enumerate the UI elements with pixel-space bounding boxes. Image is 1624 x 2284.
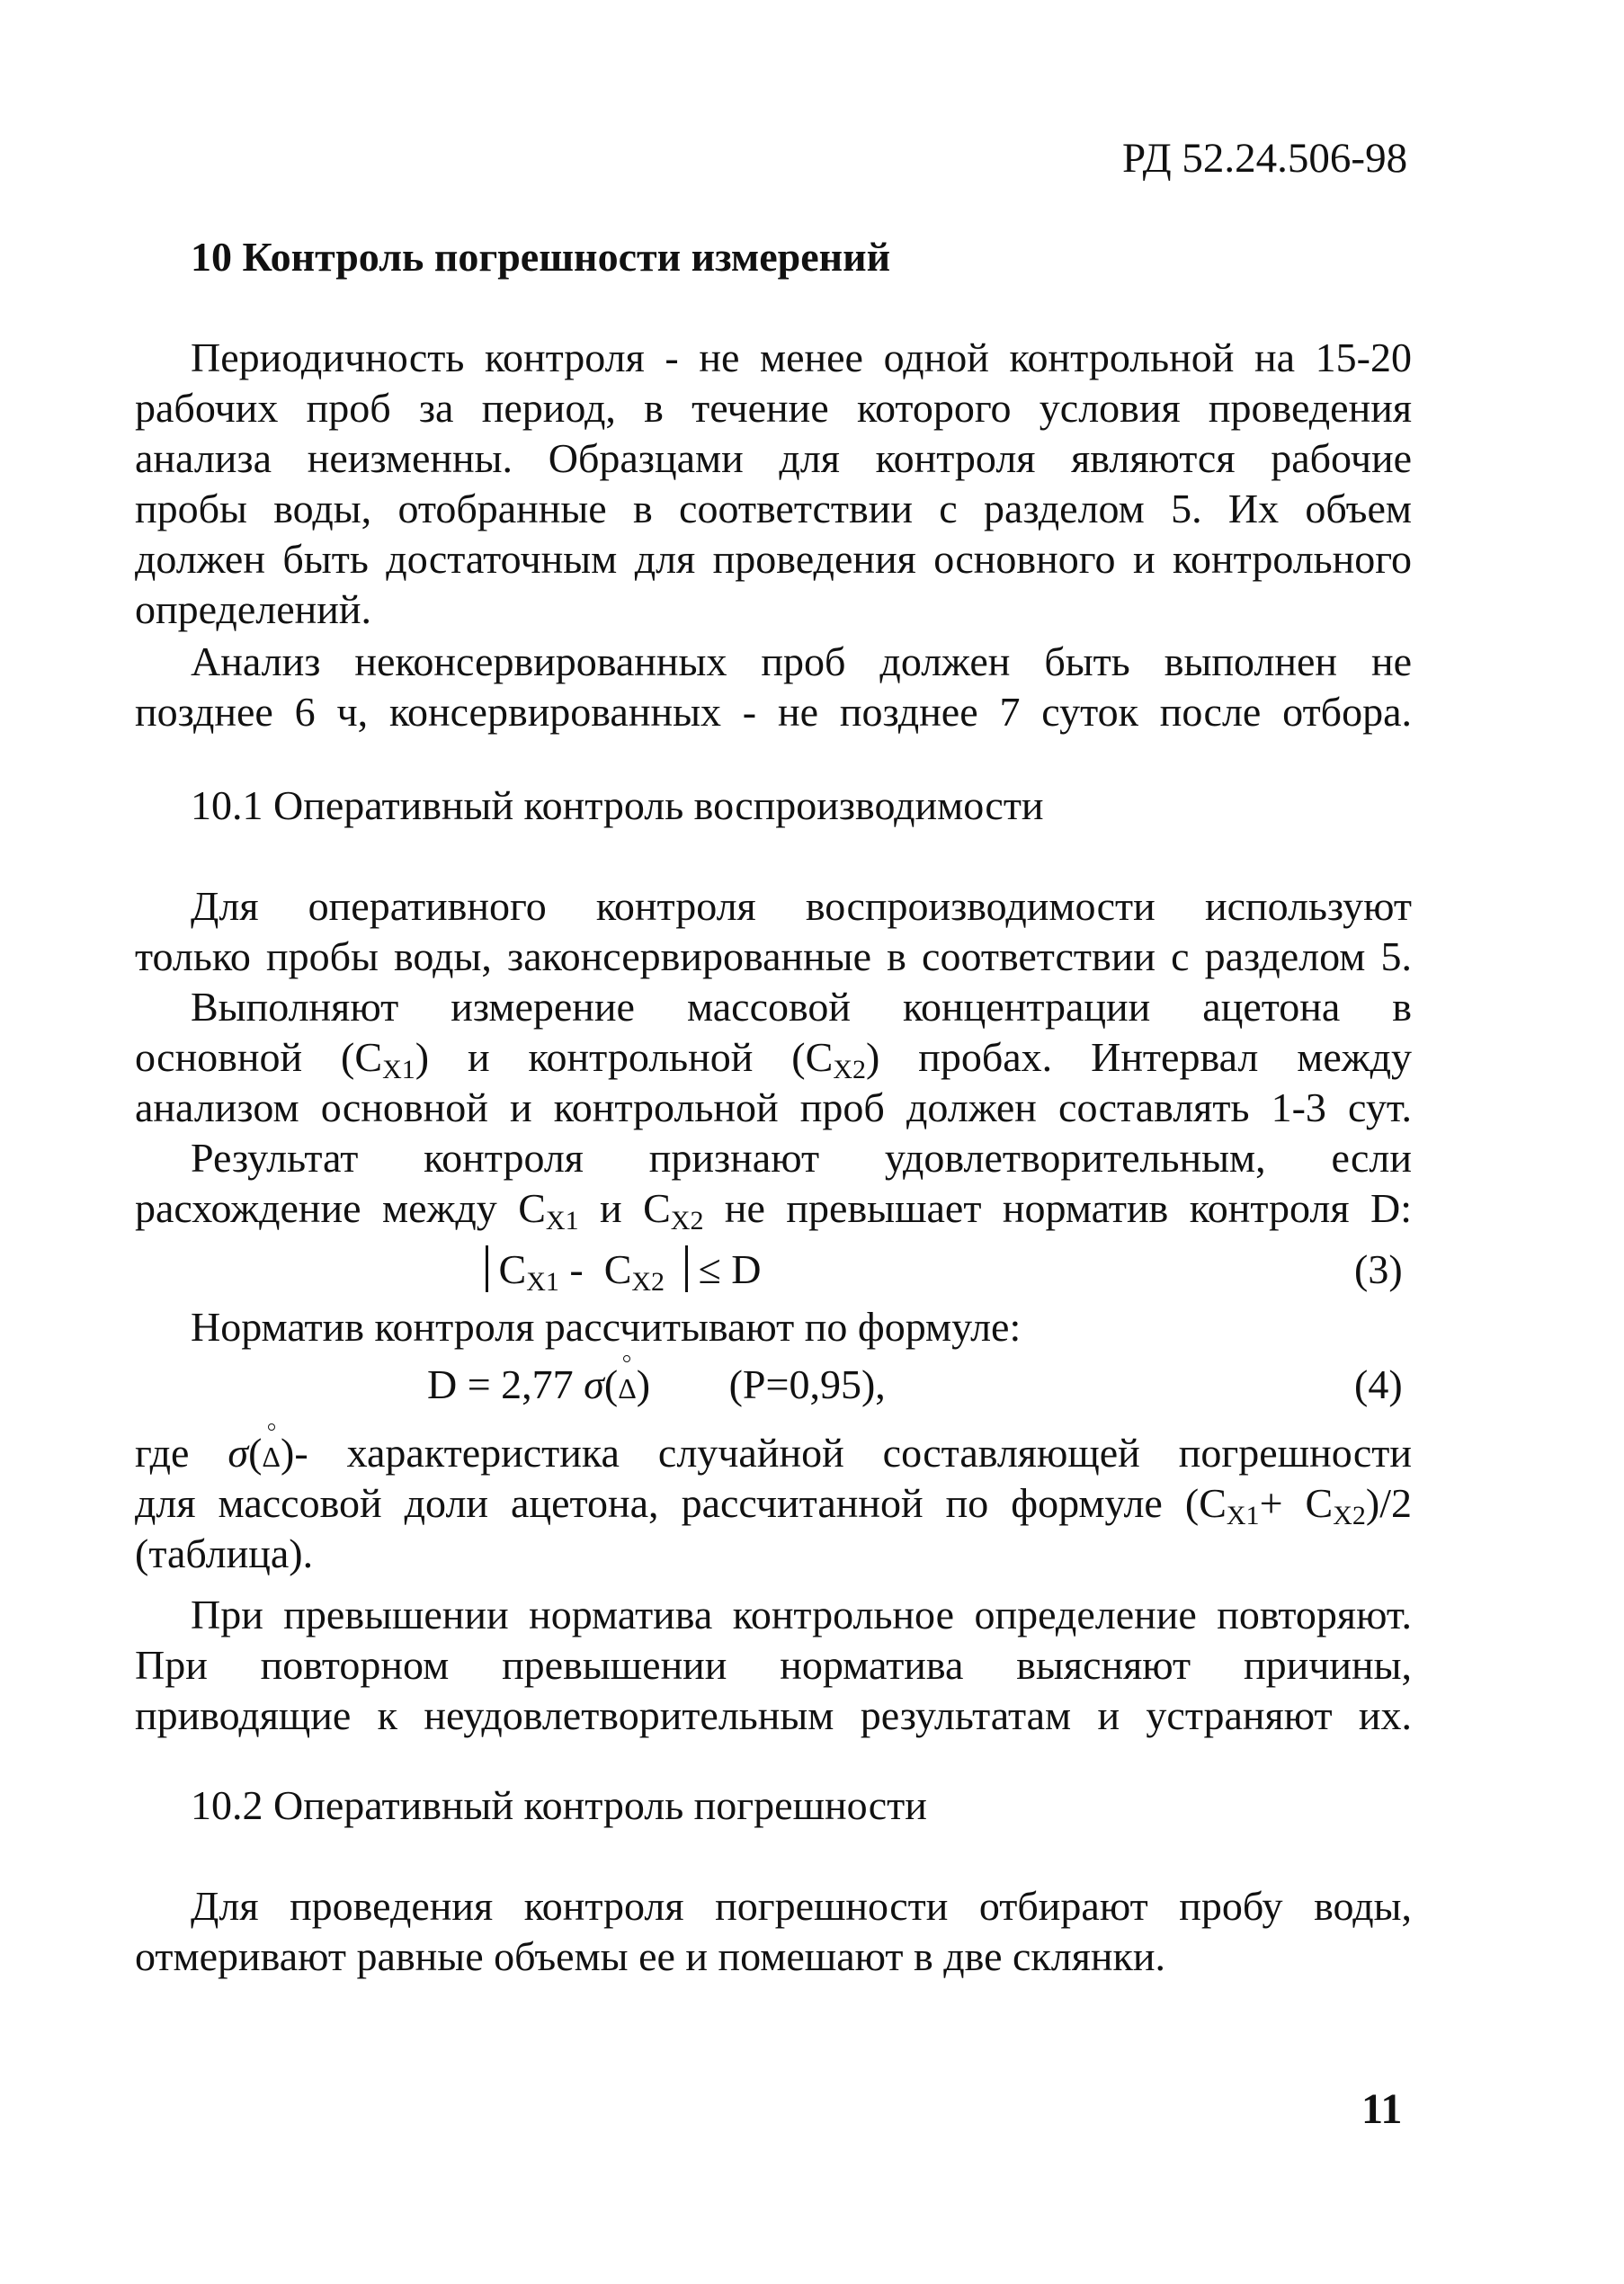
- text-fragment: + C: [1259, 1480, 1334, 1526]
- text-fragment: ) пробах. Интервал между: [865, 1034, 1412, 1080]
- text-line: Для проведения контроля погрешности отбирают пробу воды,: [191, 1883, 1412, 1929]
- text-line: анализом основной и контрольной проб должен составлять 1-3 сут.: [135, 1084, 1412, 1130]
- subscript: X1: [382, 1055, 415, 1084]
- equation-symbol: ≤ D: [698, 1246, 762, 1292]
- equation-3: [486, 1245, 762, 1307]
- text-line: [135, 1183, 1412, 1246]
- text-fragment: расхождение между C: [135, 1185, 546, 1231]
- subscript: X2: [833, 1055, 866, 1084]
- abs-bar-right: [685, 1245, 688, 1292]
- text-fragment: ) и контрольной (C: [415, 1034, 834, 1080]
- equation-symbol: -: [558, 1246, 594, 1292]
- subscript: X1: [545, 1206, 579, 1236]
- text-line: пробы воды, отобранные в соответствии с разделом 5. Их объем: [135, 486, 1412, 531]
- subscript: X1: [526, 1267, 559, 1297]
- equation-number: (3): [1354, 1246, 1403, 1292]
- text-line: Норматив контроля рассчитывают по формуле:: [191, 1304, 1022, 1350]
- subsection-title: 10.1 Оперативный контроль воспроизводимости: [191, 782, 1044, 828]
- equation-symbol: ): [636, 1361, 651, 1407]
- abs-bar-left: [486, 1245, 488, 1292]
- equation-4: [427, 1360, 886, 1414]
- equation-symbol: C: [498, 1246, 527, 1292]
- text-line: рабочих проб за период, в течение которого условия проведения: [135, 385, 1412, 431]
- delta-symbol: Δ: [618, 1363, 637, 1414]
- subsection-title: 10.2 Оперативный контроль погрешности: [191, 1782, 927, 1828]
- text-fragment: )/2: [1365, 1480, 1413, 1526]
- text-fragment: - характеристика случайной составляющей погрешности: [294, 1430, 1412, 1476]
- equation-condition: (P=0,95),: [728, 1361, 886, 1407]
- text-line: анализа неизменны. Образцами для контроля являются рабочие: [135, 435, 1412, 481]
- text-fragment: где: [135, 1430, 190, 1476]
- text-line: Периодичность контроля - не менее одной контрольной на 15-20: [191, 335, 1412, 380]
- text-fragment: и C: [578, 1185, 671, 1231]
- sigma-symbol: σ: [584, 1361, 604, 1407]
- text-line: должен быть достаточным для проведения основного и контрольного: [135, 536, 1412, 582]
- text-line: [135, 1428, 1412, 1482]
- text-line: (таблица).: [135, 1530, 314, 1576]
- equation-number: (4): [1354, 1361, 1403, 1407]
- text-line: Выполняют измерение массовой концентрации ацетона в: [191, 984, 1412, 1030]
- document-code: РД 52.24.506-98: [1122, 135, 1408, 182]
- delta-symbol: Δ: [262, 1432, 281, 1482]
- subscript: X1: [1226, 1501, 1260, 1530]
- sigma-symbol: σ: [228, 1430, 249, 1476]
- equation-symbol: C: [603, 1246, 632, 1292]
- section-title: 10 Контроль погрешности измерений: [191, 234, 891, 280]
- subscript: X2: [631, 1267, 665, 1297]
- text-fragment: основной (C: [135, 1034, 383, 1080]
- text-line: Анализ неконсервированных проб должен быть выполнен не: [191, 638, 1412, 684]
- equation-symbol: ): [280, 1430, 295, 1476]
- equation-symbol: (: [248, 1430, 263, 1476]
- text-line: определений.: [135, 586, 371, 632]
- equation-symbol: (: [603, 1361, 619, 1407]
- equation-lhs: D = 2,77: [427, 1361, 574, 1407]
- text-line: только пробы воды, законсервированные в соответствии с разделом 5.: [135, 933, 1412, 979]
- text-line: приводящие к неудовлетворительным результатам и устраняют их.: [135, 1692, 1412, 1738]
- text-fragment: для массовой доли ацетона, рассчитанной по формуле (C: [135, 1480, 1227, 1526]
- page-number: 11: [1361, 2085, 1403, 2133]
- text-line: Для оперативного контроля воспроизводимости используют: [191, 883, 1412, 929]
- text-line: При превышении норматива контрольное определение повторяют.: [191, 1592, 1412, 1637]
- text-line: позднее 6 ч, консервированных - не позднее 7 суток после отбора.: [135, 689, 1412, 735]
- subscript: X2: [670, 1206, 704, 1236]
- text-fragment: не превышает норматив контроля D:: [703, 1185, 1412, 1231]
- text-line: Результат контроля признают удовлетворительным, если: [191, 1135, 1412, 1181]
- subscript: X2: [1333, 1501, 1366, 1530]
- text-line: отмеривают равные объемы ее и помешают в две склянки.: [135, 1933, 1165, 1979]
- text-line: При повторном превышении норматива выясняют причины,: [135, 1642, 1412, 1688]
